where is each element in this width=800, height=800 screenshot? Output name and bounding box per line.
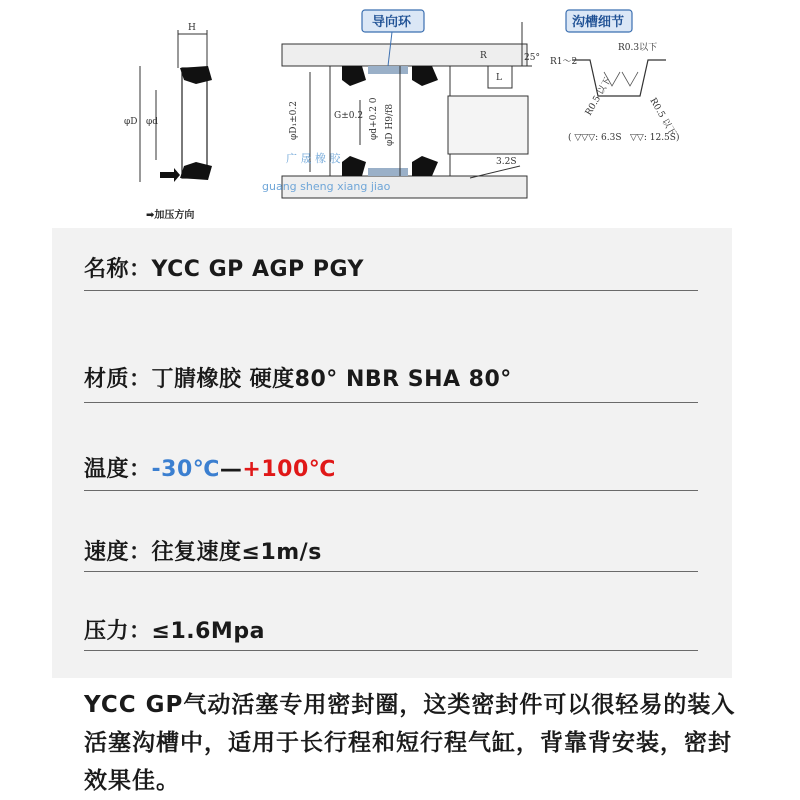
speed-label: 速度：	[84, 540, 152, 565]
dim-R-label: R	[480, 51, 487, 61]
spec-row-speed	[84, 535, 698, 572]
seal-cross-section	[124, 23, 212, 221]
guide-ring-label: 导向环	[372, 15, 412, 30]
watermark-en: guang sheng xiang jiao	[262, 180, 391, 193]
dim-D-fit-label: φD H9/f8	[385, 103, 395, 146]
pressure-value: ≤1.6Mpa	[151, 619, 265, 644]
dim-R05a-label: R0.5 以下	[583, 76, 614, 118]
dim-L-label: L	[496, 73, 502, 83]
dim-R03-label: R0.3以下	[618, 43, 658, 53]
product-description: YCC GP气动活塞专用密封圈，这类密封件可以很轻易的装入活塞沟槽中，适用于长行程和短行程气缸，背靠背安装，密封效果佳。	[84, 692, 736, 794]
name-value: YCC GP AGP PGY	[151, 257, 364, 282]
watermark-cn: 广 晟 橡 胶	[286, 152, 341, 165]
material-label: 材质：	[84, 367, 152, 392]
dim-angle-label: 25°	[524, 53, 540, 63]
assembly-section	[262, 10, 540, 198]
dim-R1-2-label: R1～2	[550, 57, 578, 67]
finish-note-a: ( ▽▽▽: 6.3S	[568, 133, 622, 143]
dim-h-label: H	[188, 23, 196, 33]
technical-diagram	[0, 0, 800, 228]
temperature-label: 温度：	[84, 457, 152, 482]
spec-row-temperature	[84, 452, 698, 491]
finish-note-b: ▽▽: 12.5S)	[630, 133, 680, 143]
dim-d-label: φd	[146, 117, 159, 127]
press-direction-label: ➡加压方向	[146, 210, 195, 221]
spec-row-material	[84, 362, 698, 403]
name-label: 名称：	[84, 257, 152, 282]
speed-value: 往复速度≤1m/s	[151, 540, 322, 565]
dim-G-label: G±0.2	[334, 111, 364, 121]
temperature-separator: —	[219, 457, 243, 482]
finish-32s-label: 3.2S	[496, 157, 517, 167]
dim-D-label: φD	[124, 117, 138, 127]
spec-row-name	[84, 252, 698, 291]
groove-detail-label: 沟槽细节	[572, 15, 625, 30]
material-value: 丁腈橡胶 硬度80° NBR SHA 80°	[151, 367, 512, 392]
temperature-high: +100℃	[242, 457, 336, 482]
spec-row-pressure	[84, 614, 698, 651]
dim-R05b-label: R0.5 以下	[647, 96, 678, 138]
pressure-label: 压力：	[84, 619, 152, 644]
groove-detail	[550, 10, 679, 143]
dim-D1-label: φD₁±0.2	[289, 101, 299, 140]
dim-d-tol-label: φd+0.2 0	[369, 97, 379, 140]
temperature-low: -30℃	[151, 457, 220, 482]
